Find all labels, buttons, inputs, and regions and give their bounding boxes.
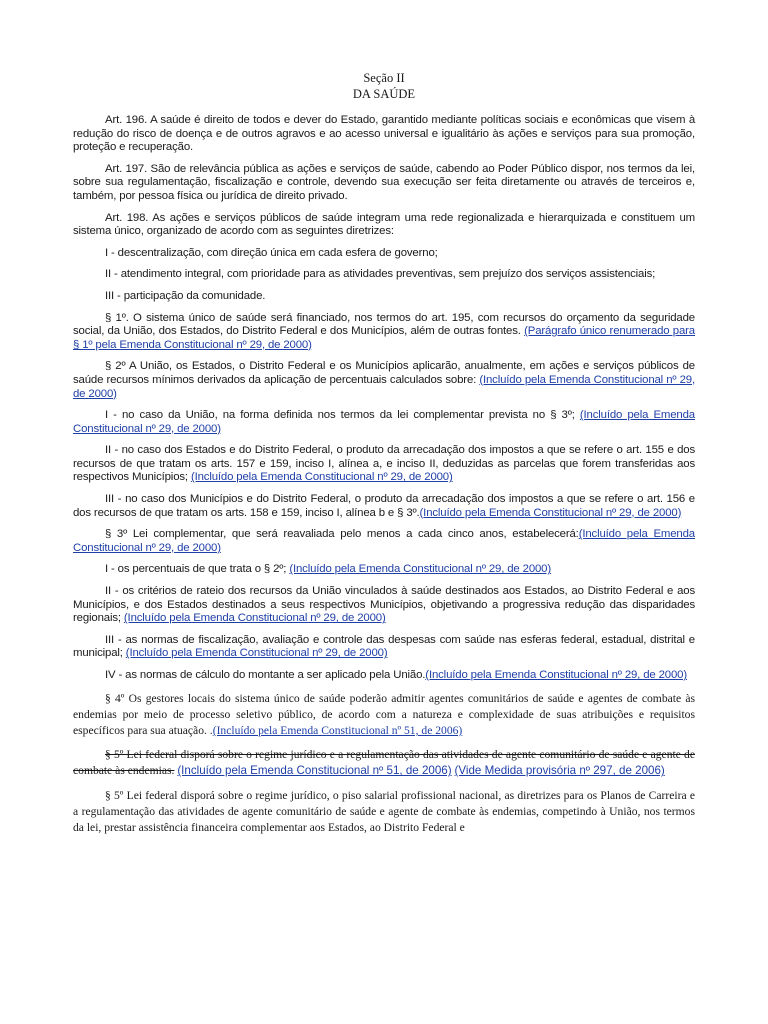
paragraph bbox=[73, 312, 695, 353]
paragraph-text: Art. 198. As ações e serviços públicos de saúde integram uma rede regionalizada e hierarquizada e constituem um sistema único, organizado de acordo com as seguintes diretrizes: bbox=[73, 211, 695, 238]
paragraph bbox=[73, 114, 695, 155]
paragraph-text: IV - as normas de cálculo do montante a ser aplicado pela União. bbox=[105, 669, 426, 681]
paragraph-text: § 1º. O sistema único de saúde será financiado, nos termos do art. 195, com recursos do orçamento da seguridade social, da União, dos Estados, do Distrito Federal e dos Municípios, além de outras fontes. bbox=[73, 311, 695, 338]
paragraph bbox=[73, 268, 695, 282]
paragraph bbox=[73, 634, 695, 661]
paragraph-text: III - as normas de fiscalização, avaliação e controle das despesas com saúde nas esferas federal, estadual, distrital e municipal; bbox=[73, 633, 695, 660]
paragraph-text: I - descentralização, com direção única em cada esfera de governo; bbox=[105, 246, 438, 259]
paragraph-text: III - no caso dos Municípios e do Distrito Federal, o produto da arrecadação dos impostos a que se refere o art. 156 e dos recursos de que tratam os arts. 158 e 159, inciso I, alínea b e § 3º. bbox=[73, 493, 695, 519]
paragraph-text: I - no caso da União, na forma definida nos termos da lei complementar prevista no § 3º; bbox=[105, 409, 580, 422]
paragraph bbox=[73, 585, 695, 626]
paragraph-text: Art. 196. A saúde é direito de todos e dever do Estado, garantido mediante políticas sociais e econômicas que visem à redução do risco de doença e de outros agravos e ao acesso universal e igualitário às ações e serviços para sua promoção, proteção e recuperação. bbox=[73, 114, 695, 154]
amendment-link[interactable]: (Parágrafo único renumerado para § 1º pela Emenda Constitucional nº 29, de 2000) bbox=[73, 325, 695, 351]
paragraph bbox=[73, 163, 695, 204]
paragraph-4 bbox=[73, 691, 695, 740]
paragraph-text: Art. 197. São de relevância pública as ações e serviços de saúde, cabendo ao Poder Público dispor, nos termos da lei, sobre sua regulamentação, fiscalização e controle, devendo sua execução ser feita diretamente ou através de terceiros e, também, por pessoa física ou jurídica de direito privado. bbox=[73, 162, 695, 202]
paragraph bbox=[73, 360, 695, 401]
paragraph-text: § 5º Lei federal disporá sobre o regime jurídico e a regulamentação das atividades de agente comunitário de saúde e agente de combate às endemias. bbox=[73, 748, 695, 778]
paragraph bbox=[73, 493, 695, 520]
amendment-link[interactable]: (Incluído pela Emenda Constitucional nº 51, de 2006) bbox=[177, 764, 452, 778]
paragraph-text: II - no caso dos Estados e do Distrito Federal, o produto da arrecadação dos impostos a que se refere o art. 155 e dos recursos de que tratam os arts. 157 e 159, inciso I, alínea a, e inciso II, deduzidas as parcelas que forem transferidas aos respectivos Municípios; bbox=[73, 444, 695, 484]
paragraph bbox=[73, 444, 695, 485]
amendment-link[interactable]: (Incluído pela Emenda Constitucional nº 51, de 2006) bbox=[212, 724, 463, 737]
paragraph-text: § 5º Lei federal disporá sobre o regime jurídico, o piso salarial profissional nacional, as diretrizes para os Planos de Carreira e a regulamentação das atividades de agente comunitário de saúde e agente de combate às endemias, competindo à União, nos termos da lei, prestar assistência financeira complementar aos Estados, ao Distrito Federal e bbox=[73, 788, 695, 835]
paragraph-text: I - os percentuais de que trata o § 2º; bbox=[105, 563, 290, 576]
paragraph-text: § 4º Os gestores locais do sistema único de saúde poderão admitir agentes comunitários de saúde e agentes de combate às endemias por meio de processo seletivo público, de acordo com a natureza e complexidade de suas atribuições e requisitos específicos para sua atuação. . bbox=[73, 691, 695, 737]
document-page bbox=[73, 70, 695, 844]
amendment-link[interactable]: (Incluído pela Emenda Constitucional nº 29, de 2000) bbox=[289, 563, 552, 576]
amendment-link[interactable]: (Incluído pela Emenda Constitucional nº 29, de 2000) bbox=[425, 669, 687, 681]
paragraph bbox=[73, 290, 695, 304]
paragraph-5-revoked bbox=[73, 747, 695, 779]
paragraph-list bbox=[73, 114, 695, 683]
paragraph bbox=[73, 212, 695, 239]
paragraph-5 bbox=[73, 788, 695, 837]
amendment-link[interactable]: (Incluído pela Emenda Constitucional nº 29, de 2000) bbox=[123, 612, 386, 625]
amendment-link[interactable]: (Incluído pela Emenda Constitucional nº 29, de 2000) bbox=[190, 471, 453, 484]
paragraph bbox=[73, 563, 695, 577]
paragraph bbox=[73, 247, 695, 261]
provisional-measure-link[interactable]: (Vide Medida provisória nº 297, de 2006) bbox=[454, 764, 665, 778]
paragraph bbox=[73, 409, 695, 436]
section-subtitle: DA SAÚDE bbox=[352, 87, 416, 101]
paragraph bbox=[73, 669, 695, 683]
paragraph-text: II - os critérios de rateio dos recursos da União vinculados à saúde destinados aos Estados, ao Distrito Federal e aos Municípios, e dos Estados destinados a seus respectivos Municípios, objetivando a progressiva redução das disparidades regionais; bbox=[73, 585, 695, 625]
paragraph-text: III - participação da comunidade. bbox=[105, 289, 266, 302]
paragraph-text: § 3º Lei complementar, que será reavaliada pelo menos a cada cinco anos, estabelecerá: bbox=[105, 528, 579, 541]
paragraph-text: § 2º A União, os Estados, o Distrito Federal e os Municípios aplicarão, anualmente, em ações e serviços públicos de saúde recursos mínimos derivados da aplicação de percentuais calculados sobre: bbox=[73, 360, 695, 386]
paragraph bbox=[73, 528, 695, 555]
amendment-link[interactable]: (Incluído pela Emenda Constitucional nº 29, de 2000) bbox=[73, 373, 695, 400]
amendment-link[interactable]: (Incluído pela Emenda Constitucional nº 29, de 2000) bbox=[419, 506, 682, 519]
section-title: Seção II bbox=[363, 71, 405, 85]
amendment-link[interactable]: (Incluído pela Emenda Constitucional nº 29, de 2000) bbox=[125, 647, 388, 660]
paragraph-text: II - atendimento integral, com prioridade para as atividades preventivas, sem prejuízo dos serviços assistenciais; bbox=[105, 268, 656, 281]
amendment-link[interactable]: (Incluído pela Emenda Constitucional nº 29, de 2000) bbox=[73, 528, 695, 554]
amendment-link[interactable]: (Incluído pela Emenda Constitucional nº 29, de 2000) bbox=[73, 409, 695, 435]
